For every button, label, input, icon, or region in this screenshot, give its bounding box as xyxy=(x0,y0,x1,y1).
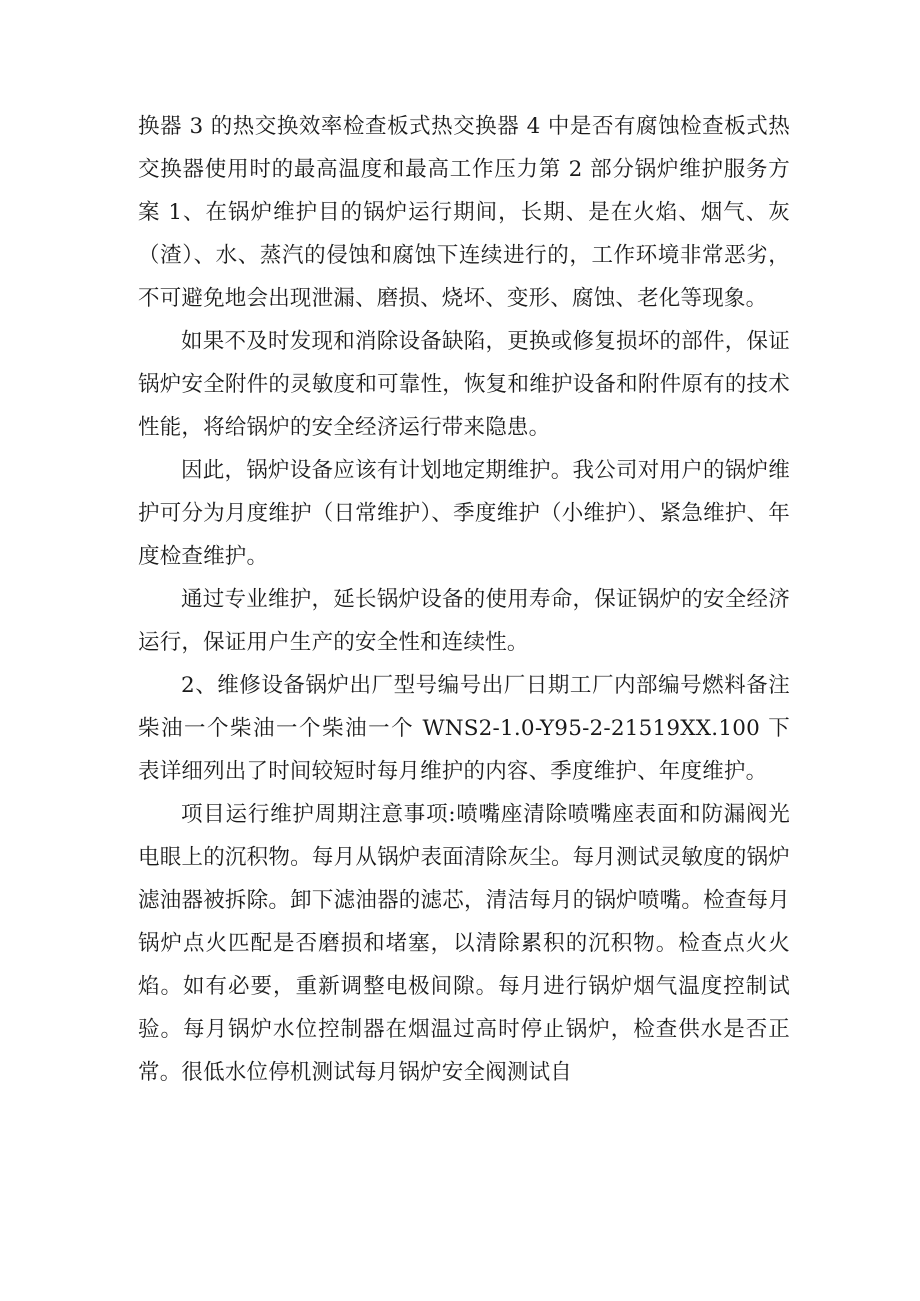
paragraph-heat-exchanger-and-maintenance-intro: 换器 3 的热交换效率检查板式热交换器 4 中是否有腐蚀检查板式热交换器使用时的最高温度和最高工作压力第 2 部分锅炉维护服务方案 1、在锅炉维护目的锅炉运行期间，长期、是在火焰、烟气、灰（渣）、水、蒸汽的侵蚀和腐蚀下连续进行的，工作环境非常恶劣，不可避免地会出现泄漏、磨损、烧坏、变形、腐蚀、老化等现象。 xyxy=(138,114,790,311)
paragraph-professional-maintenance: 通过专业维护，延长锅炉设备的使用寿命，保证锅炉的安全经济运行，保证用户生产的安全性和连续性。 xyxy=(138,587,790,655)
paragraph-maintenance-types: 因此，锅炉设备应该有计划地定期维护。我公司对用户的锅炉维护可分为月度维护（日常维护）、季度维护（小维护）、紧急维护、年度检查维护。 xyxy=(138,458,790,569)
paragraph-maintenance-items: 项目运行维护周期注意事项:喷嘴座清除喷嘴座表面和防漏阀光电眼上的沉积物。每月从锅炉表面清除灰尘。每月测试灵敏度的锅炉滤油器被拆除。卸下滤油器的滤芯，清洁每月的锅炉喷嘴。检查每月锅炉点火匹配是否磨损和堵塞，以清除累积的沉积物。检查点火火焰。如有必要，重新调整电极间隙。每月进行锅炉烟气温度控制试验。每月锅炉水位控制器在烟温过高时停止锅炉，检查供水是否正常。很低水位停机测试每月锅炉安全阀测试自 xyxy=(138,802,790,1085)
paragraph-defect-risk: 如果不及时发现和消除设备缺陷，更换或修复损坏的部件，保证锅炉安全附件的灵敏度和可靠性，恢复和维护设备和附件原有的技术性能，将给锅炉的安全经济运行带来隐患。 xyxy=(138,329,790,440)
document-body xyxy=(138,105,790,1094)
paragraph-equipment-list: 2、维修设备锅炉出厂型号编号出厂日期工厂内部编号燃料备注柴油一个柴油一个柴油一个 WNS2-1.0-Y95-2-21519XX.100 下表详细列出了时间较短时每月维护的内容、季度维护、年度维护。 xyxy=(138,673,790,784)
